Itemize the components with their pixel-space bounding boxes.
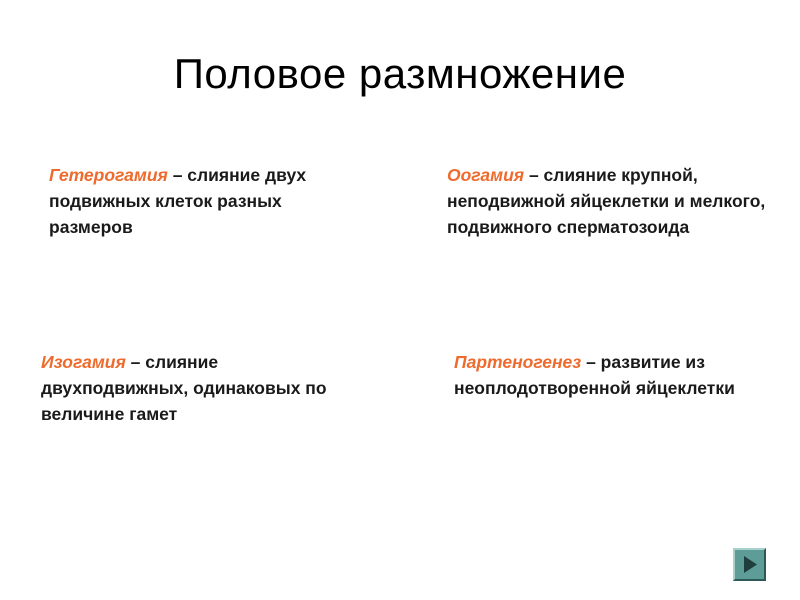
page-title: Половое размножение <box>173 50 627 97</box>
term-parthenogenesis: Партеногенез <box>454 352 582 372</box>
description-parthenogenesis: – развитие из неоплодотворенной яйцеклетки <box>454 352 735 398</box>
definition-oogamy <box>447 162 777 240</box>
term-heterogamy: Гетерогамия <box>49 165 168 185</box>
definition-parthenogenesis <box>454 349 764 401</box>
term-oogamy: Оогамия <box>447 165 525 185</box>
triangle-right-icon <box>739 554 760 575</box>
next-slide-button[interactable] <box>733 548 766 581</box>
definition-heterogamy <box>49 162 349 240</box>
description-heterogamy: – слияние двух подвижных клеток разных размеров <box>49 165 307 237</box>
term-isogamy: Изогамия <box>41 352 126 372</box>
description-isogamy: – слияние двухподвижных, одинаковых по величине гамет <box>41 352 327 424</box>
definition-isogamy <box>41 349 341 427</box>
description-oogamy: – слияние крупной, неподвижной яйцеклетки и мелкого, подвижного сперматозоида <box>447 165 766 237</box>
